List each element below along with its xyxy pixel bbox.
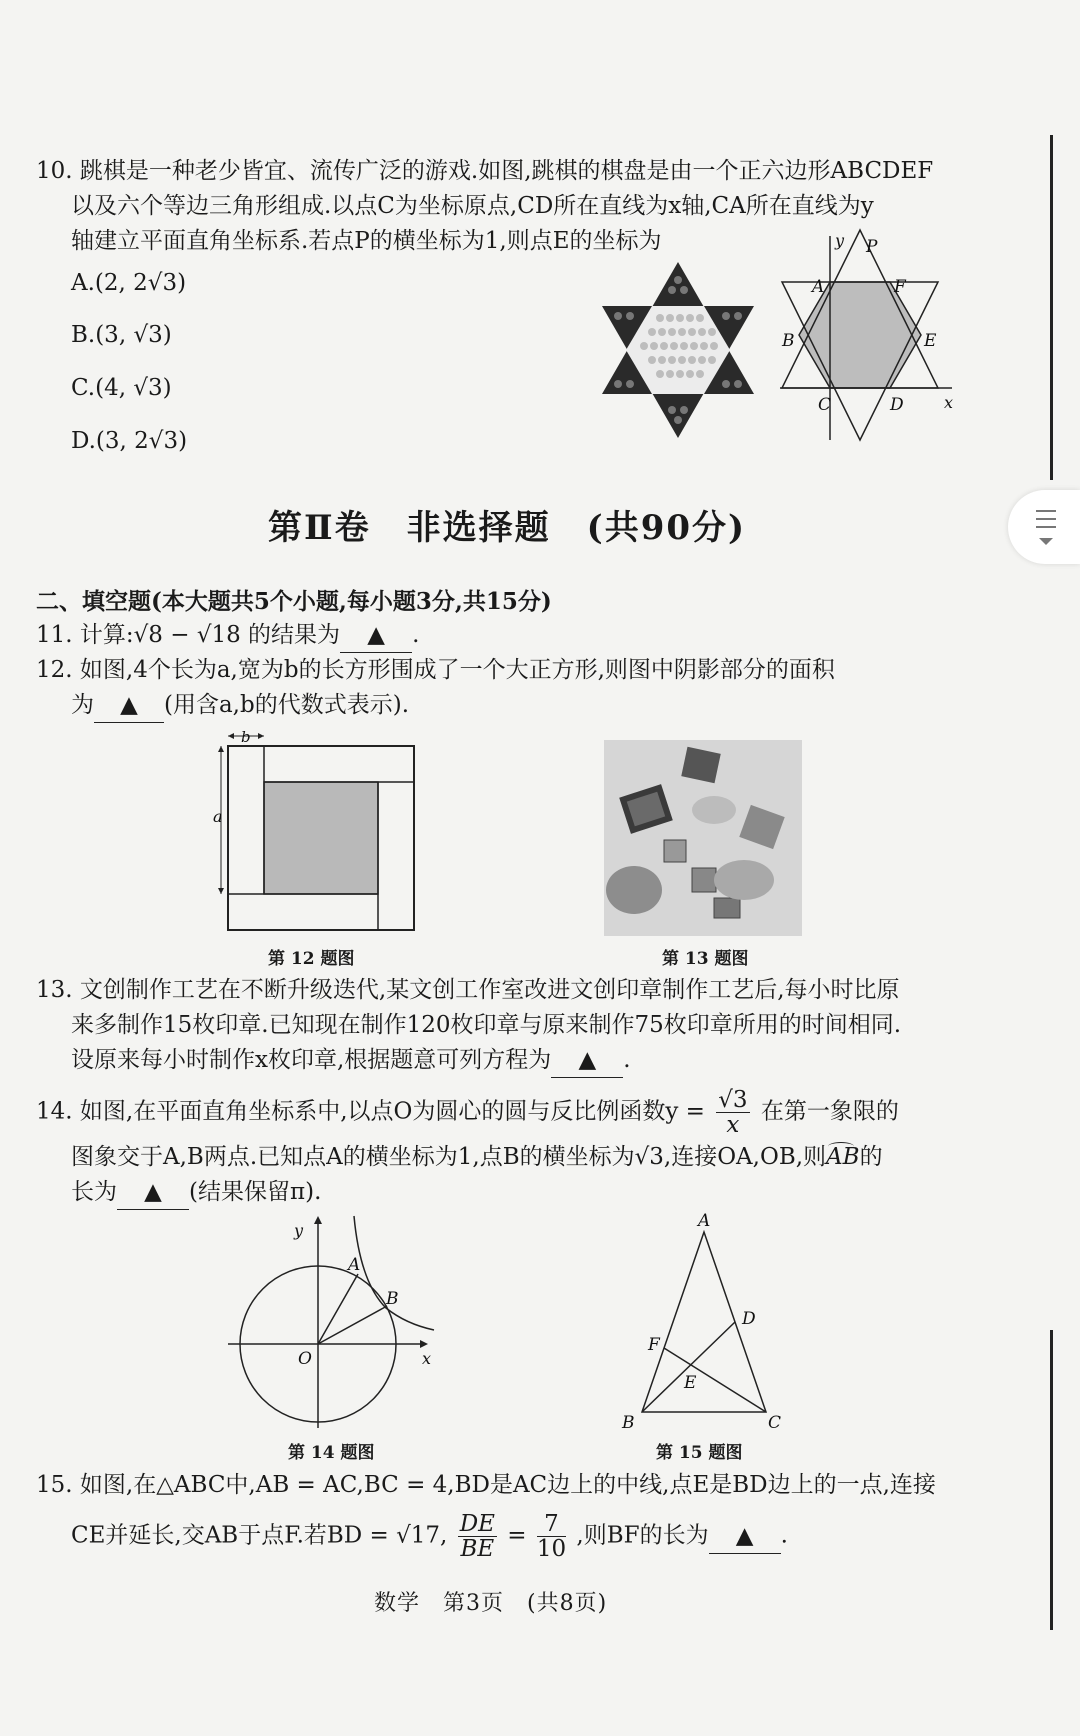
q14-circle-figure: [226, 1212, 446, 1430]
fig14-caption: 第 14 题图: [288, 1443, 375, 1463]
q10-label-e: E: [924, 331, 937, 351]
q14-line1: [36, 1088, 899, 1137]
q10-option-a: A.(2, 2√3): [71, 270, 187, 296]
q10-label-b: B: [782, 331, 795, 351]
q13-answer-blank: ▲: [551, 1043, 623, 1078]
q10-label-y: y: [835, 231, 845, 250]
q15-line1: 15. 如图,在△ABC中,AB = AC,BC = 4,BD是AC边上的中线,点E是BD边上的一点,连接: [36, 1472, 936, 1498]
q12-line2-pre: 为: [71, 692, 94, 718]
q10-line2: 以及六个等边三角形组成.以点C为坐标原点,CD所在直线为x轴,CA所在直线为y: [71, 193, 874, 219]
q15-answer-blank: ▲: [709, 1519, 781, 1554]
q12-rectangles-figure: [213, 728, 418, 934]
fig13-caption: 第 13 题图: [662, 949, 749, 969]
q11-tail: .: [412, 622, 420, 648]
q10-option-b: B.(3, √3): [71, 322, 172, 348]
seal-stamps-photo: [604, 740, 802, 936]
q14-line1-post: 在第一象限的: [760, 1098, 899, 1125]
q14-line1-pre: 14. 如图,在平面直角坐标系中,以点O为圆心的圆与反比例函数y =: [36, 1098, 705, 1125]
q14-arc-ab: AB: [826, 1144, 860, 1170]
part2-title: 第Ⅱ卷 非选择题 (共90分): [268, 508, 747, 548]
margin-rule-bottom: [1050, 1330, 1053, 1630]
q11-line: [36, 618, 419, 653]
q14-frac-num: √3: [718, 1087, 748, 1113]
q12-line1: 12. 如图,4个长为a,宽为b的长方形围成了一个大正方形,则图中阴影部分的面积: [36, 657, 835, 683]
q10-option-c: C.(4, √3): [71, 375, 172, 401]
q13-line3-text: 设原来每小时制作x枚印章,根据题意可列方程为: [71, 1047, 552, 1073]
q12-line2: [71, 688, 409, 723]
q12-label-b: b: [241, 728, 251, 746]
fig15-caption: 第 15 题图: [656, 1443, 743, 1463]
q15-label-b: B: [622, 1413, 635, 1433]
q15-triangle-figure: [612, 1211, 792, 1433]
q10-label-d: D: [890, 395, 904, 415]
q14-line2: [71, 1140, 883, 1174]
q14-line2-tail: 的: [859, 1144, 883, 1170]
q12-answer-blank: ▲: [94, 688, 164, 723]
q15-frac1-den: BE: [460, 1536, 495, 1562]
q15-line2-pre: CE并延长,交AB于点F.若BD = √17,: [71, 1522, 448, 1549]
q15-label-c: C: [768, 1413, 782, 1433]
q15-tail: .: [780, 1522, 788, 1549]
q14-label-y: y: [294, 1221, 304, 1240]
q14-fraction: [716, 1088, 749, 1137]
q14-line3: [71, 1175, 321, 1210]
q13-line3: [71, 1043, 631, 1078]
q12-line2-post: (用含a,b的代数式表示).: [164, 692, 410, 718]
q14-frac-den: x: [726, 1112, 740, 1138]
q15-line2-post: ,则BF的长为: [576, 1522, 709, 1549]
q14-line3-pre: 长为: [71, 1179, 117, 1205]
q10-star-figure: [780, 228, 955, 443]
q10-label-a: A: [812, 277, 825, 297]
q13-tail: .: [623, 1047, 631, 1073]
q14-label-o: O: [298, 1349, 312, 1369]
q10-option-d: D.(3, 2√3): [71, 428, 188, 454]
q15-frac2-num: 7: [537, 1512, 566, 1537]
q15-frac1-num: DE: [459, 1511, 495, 1537]
q10-line1: 10. 跳棋是一种老少皆宜、流传广泛的游戏.如图,跳棋的棋盘是由一个正六边形ABCDEF: [36, 158, 934, 184]
q15-label-e: E: [684, 1373, 697, 1393]
fig12-caption: 第 12 题图: [268, 949, 355, 969]
q14-label-b: B: [386, 1289, 399, 1309]
checkers-board-image: [590, 258, 766, 442]
q10-label-c: C: [818, 395, 832, 415]
section2-heading: 二、填空题(本大题共5个小题,每小题3分,共15分): [36, 588, 552, 615]
q14-answer-blank: ▲: [117, 1175, 189, 1210]
q13-line1: 13. 文创制作工艺在不断升级迭代,某文创工作室改进文创印章制作工艺后,每小时比原: [36, 977, 900, 1003]
q15-fraction-7-10: [537, 1512, 566, 1561]
q11-text: 11. 计算:√8 − √18 的结果为: [36, 622, 341, 648]
q15-line2: [71, 1512, 788, 1561]
q13-line2: 来多制作15枚印章.已知现在制作120枚印章与原来制作75枚印章所用的时间相同.: [71, 1012, 902, 1038]
q10-label-f: F: [894, 277, 906, 297]
q15-label-f: F: [648, 1335, 660, 1355]
page-footer: 数学 第3页 (共8页): [374, 1591, 608, 1616]
q15-label-a: A: [698, 1211, 711, 1231]
q15-label-d: D: [742, 1309, 756, 1329]
q12-label-a: a: [213, 807, 223, 826]
q14-label-a: A: [348, 1255, 361, 1275]
q15-frac2-den: 10: [536, 1536, 567, 1562]
q14-line3-post: (结果保留π).: [189, 1179, 322, 1205]
q11-answer-blank: ▲: [340, 618, 412, 653]
q10-line3: 轴建立平面直角坐标系.若点P的横坐标为1,则点E的坐标为: [71, 228, 662, 254]
q15-eq: =: [507, 1522, 527, 1549]
q15-fraction-de-be: [458, 1512, 497, 1561]
q14-line2-text: 图象交于A,B两点.已知点A的横坐标为1,点B的横坐标为√3,连接OA,OB,则: [71, 1144, 827, 1170]
q10-label-p: P: [866, 237, 878, 257]
q14-label-x: x: [422, 1349, 432, 1368]
margin-rule-top: [1050, 135, 1053, 480]
scroll-handle[interactable]: [1008, 490, 1080, 564]
q10-label-x: x: [944, 393, 954, 412]
